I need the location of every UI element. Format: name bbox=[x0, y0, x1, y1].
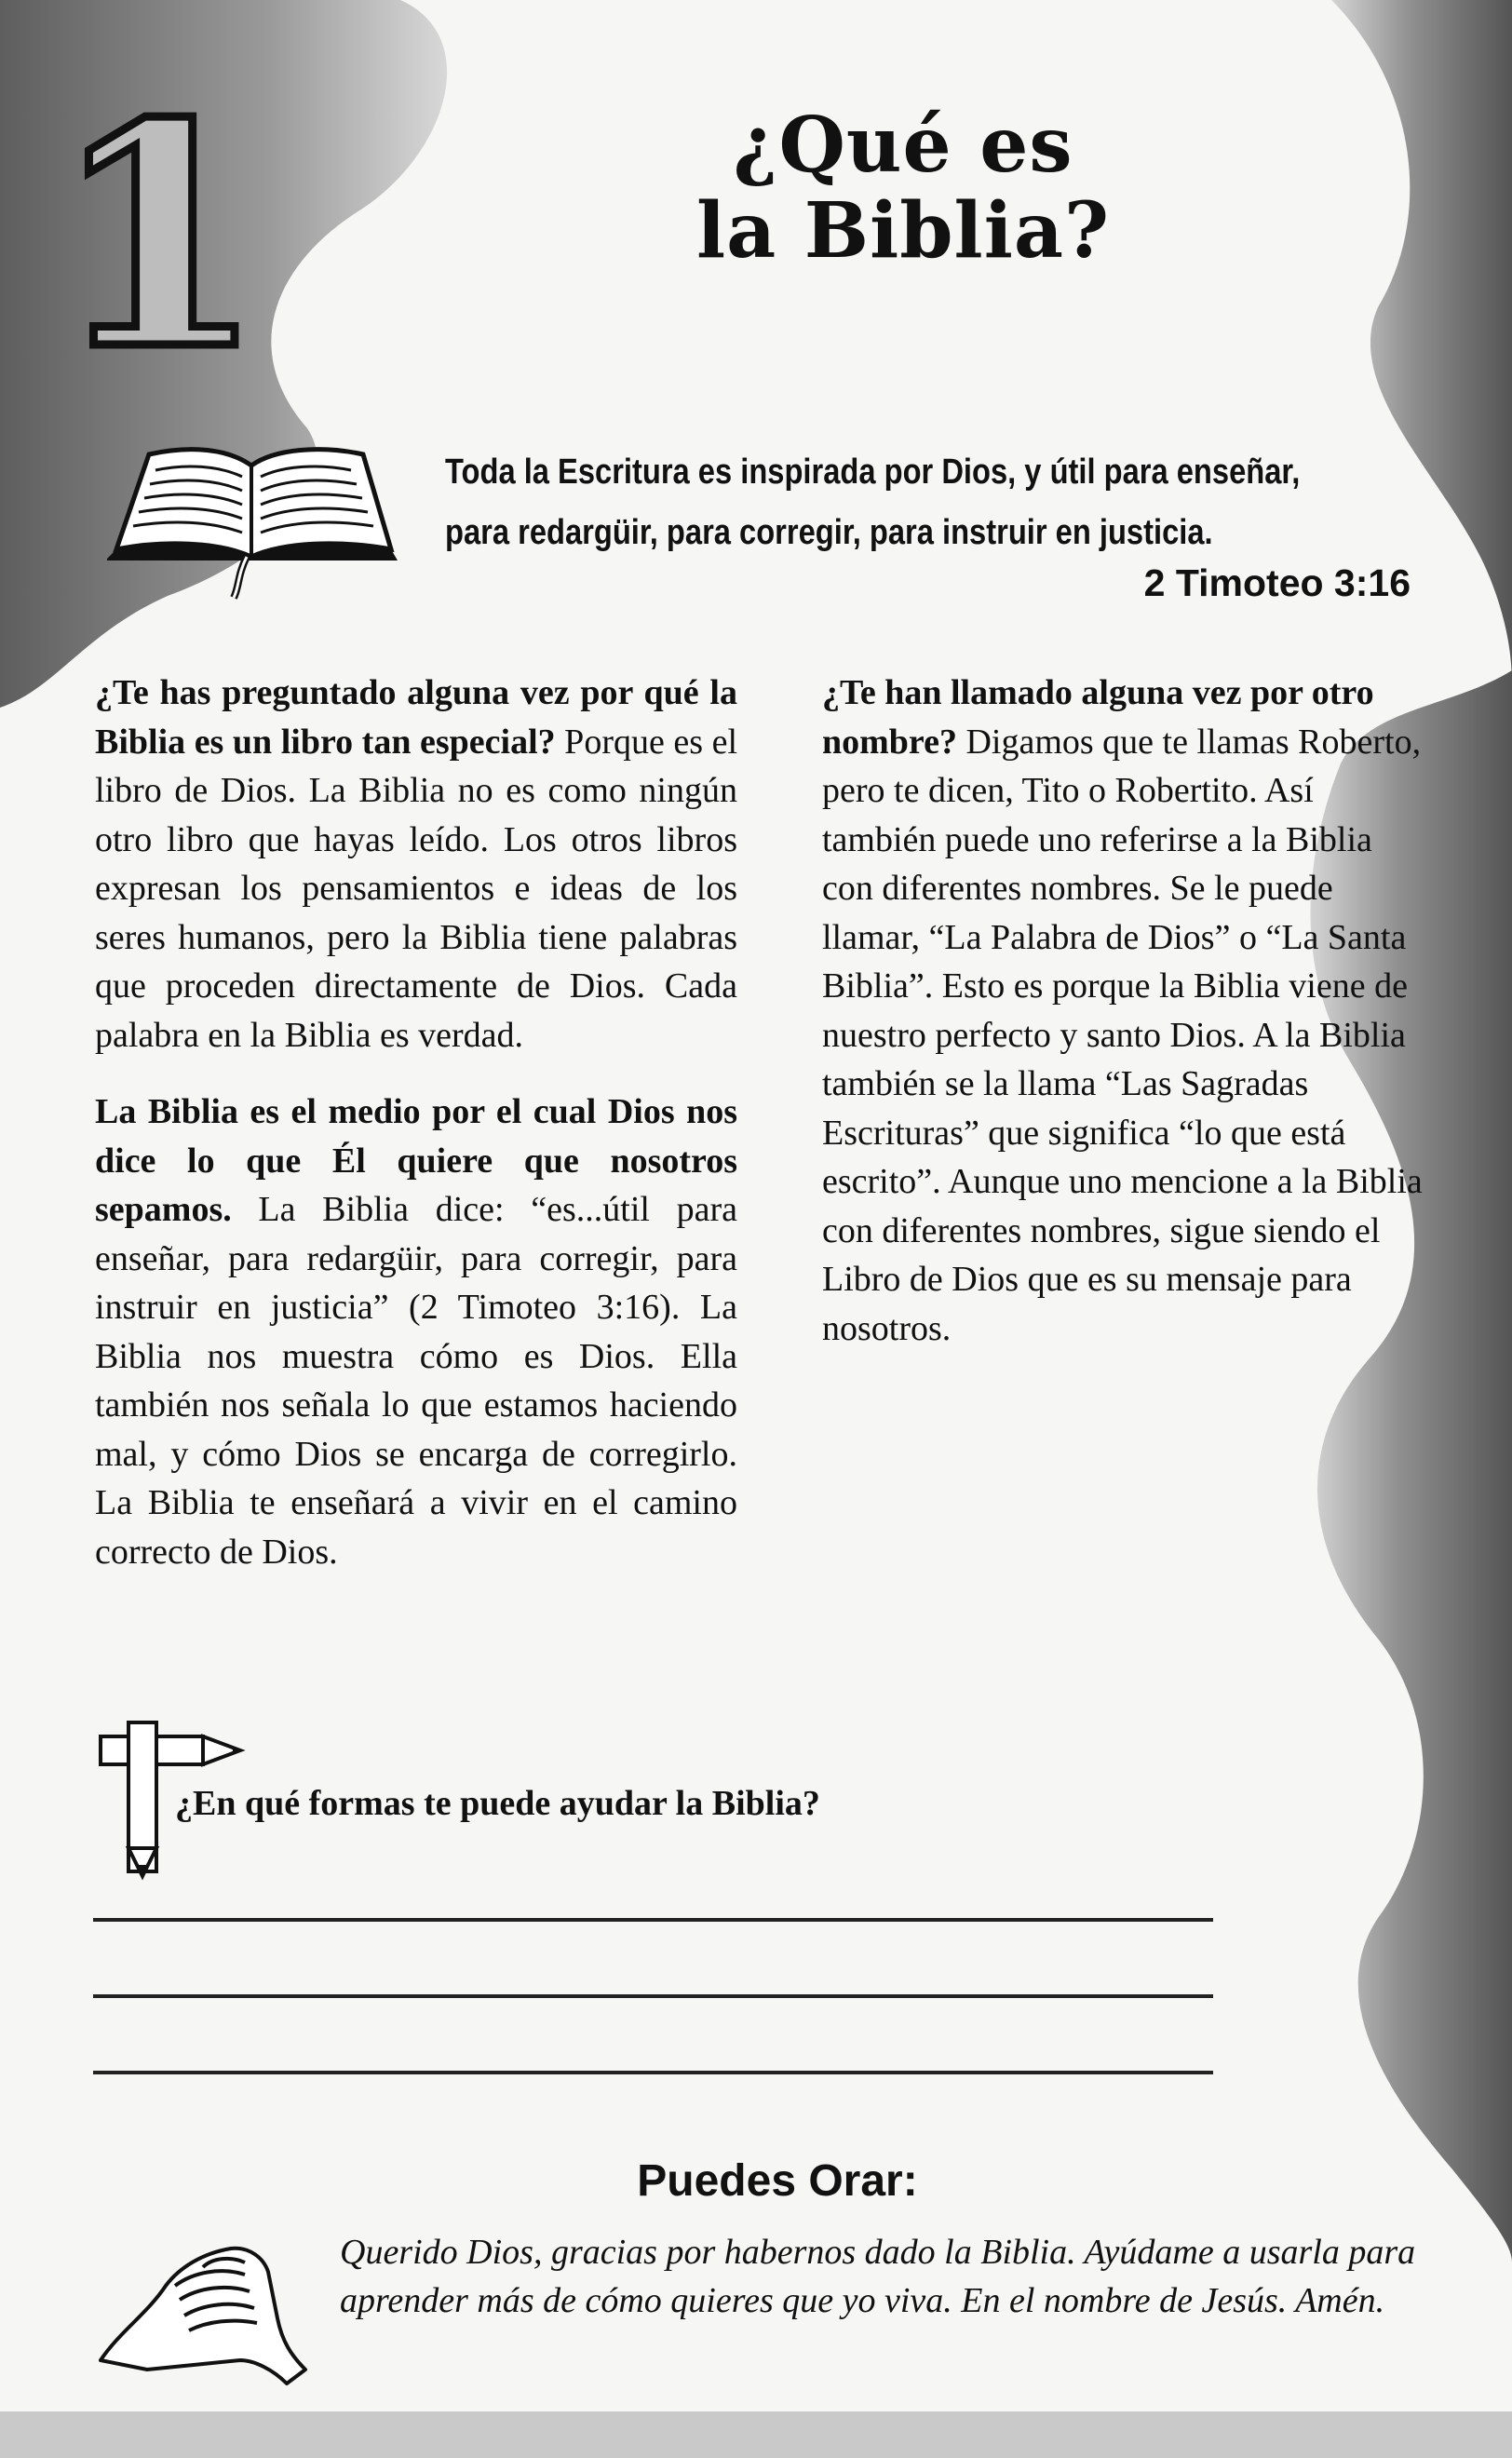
verse-reference: 2 Timoteo 3:16 bbox=[1143, 561, 1411, 604]
right-paragraph bbox=[822, 669, 1423, 1353]
praying-hands-icon bbox=[91, 2230, 310, 2388]
answer-line-1[interactable] bbox=[93, 1918, 1213, 1922]
answer-line-2[interactable] bbox=[93, 1994, 1213, 1998]
chapter-number bbox=[51, 56, 265, 417]
right-p-lead: ¿Te han llamado alguna vez por otro nombre? bbox=[822, 673, 1374, 762]
left-p1-lead: ¿Te has preguntado alguna vez por qué la Biblia es un libro tan especial? bbox=[95, 673, 737, 762]
answer-line-3[interactable] bbox=[93, 2071, 1213, 2074]
activity-question: ¿En qué formas te puede ayudar la Biblia? bbox=[175, 1784, 820, 1823]
scripture-verse bbox=[445, 442, 1414, 563]
left-paragraph-2 bbox=[95, 1087, 737, 1576]
title-line-2: la Biblia? bbox=[695, 186, 1111, 276]
left-column bbox=[95, 669, 737, 1576]
verse-line-2: para redargüir, para corregir, para instruir en justicia. bbox=[445, 513, 1213, 552]
page-title bbox=[577, 102, 1229, 274]
prayer-heading: Puedes Orar: bbox=[637, 2156, 918, 2206]
right-p-body: Digamos que te llamas Roberto, pero te dicen, Tito o Robertito. Así también puede uno referirse a la Biblia con diferentes nombres. Se le puede llamar, “La Palabra de Dios” o “La Santa Biblia”. Esto es porque la Biblia viene de nuestro perfecto y santo Dios. A la Biblia también se la llama “Las Sagradas Escrituras” que significa “lo que está escrito”. Aunque uno mencione a la Biblia con diferentes nombres, sigue siendo el Libro de Dios que es su mensaje para nosotros. bbox=[822, 722, 1423, 1348]
open-bible-icon bbox=[98, 438, 405, 601]
prayer-text: Querido Dios, gracias por habernos dado la Biblia. Ayúdame a usarla para aprender más de cómo quieres que yo viva. En el nombre de Jesús. Amén. bbox=[340, 2233, 1416, 2320]
left-p1-body: Porque es el libro de Dios. La Biblia no es como ningún otro libro que hayas leído. Los otros libros expresan los pensamientos e ideas de los seres humanos, pero la Biblia tiene palabras que proceden directamente de Dios. Cada palabra en la Biblia es verdad. bbox=[95, 722, 737, 1055]
left-p2-lead: La Biblia es el medio por el cual Dios nos dice lo que Él quiere que nosotros sepamos. bbox=[95, 1092, 737, 1229]
verse-line-1: Toda la Escritura es inspirada por Dios, y útil para enseñar, bbox=[445, 452, 1301, 492]
right-column bbox=[822, 669, 1423, 1353]
chapter-number-text: 1 bbox=[51, 56, 265, 417]
left-p2-body: La Biblia dice: “es...útil para enseñar, para redargüir, para corregir, para instruir en justicia” (2 Timoteo 3:16). La Biblia nos muestra cómo es Dios. Ella también nos señala lo que estamos haciendo mal, y cómo Dios se encarga de corregirlo. La Biblia te enseñará a vivir en el camino correcto de Dios. bbox=[95, 1190, 737, 1572]
left-paragraph-1 bbox=[95, 669, 737, 1060]
title-line-1: ¿Qué es bbox=[733, 101, 1073, 190]
